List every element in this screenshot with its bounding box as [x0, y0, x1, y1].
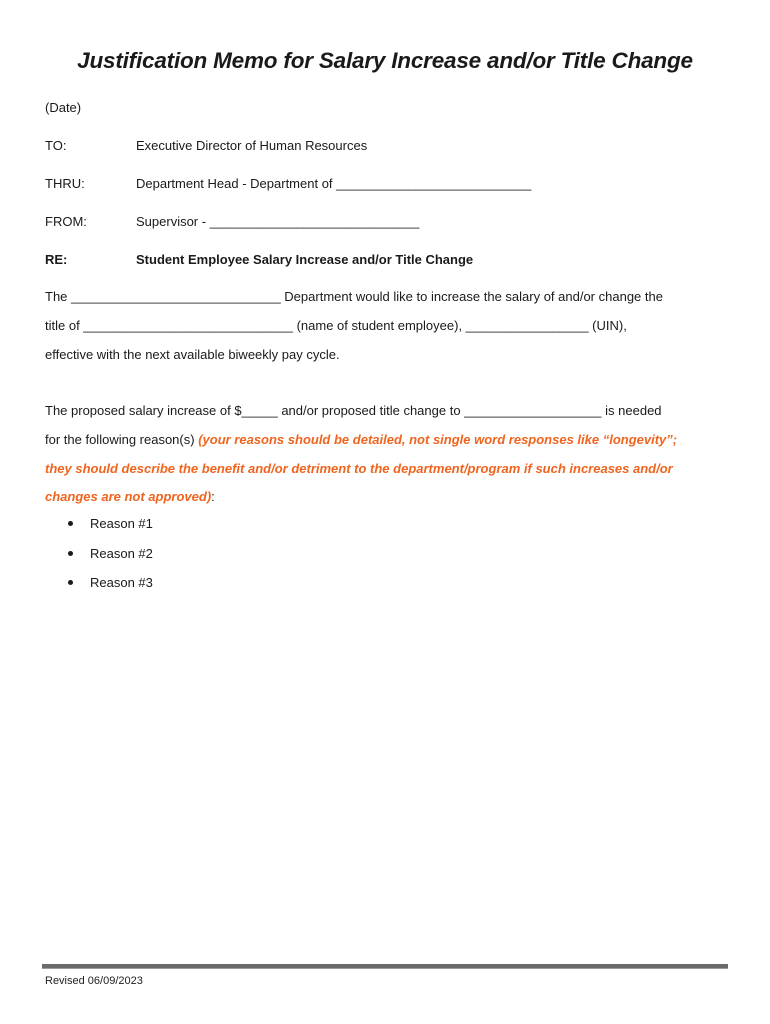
footer-divider: [42, 964, 728, 969]
paragraph2-line1: The proposed salary increase of $_____ and/or proposed title change to ___________________ is needed: [45, 403, 662, 418]
re-label: RE:: [45, 252, 68, 267]
paragraph1-line3: effective with the next available biweekly pay cycle.: [45, 347, 340, 362]
page-title: Justification Memo for Salary Increase and/or Title Change: [77, 48, 693, 73]
reason-2: Reason #2: [90, 545, 153, 561]
reason-1: Reason #1: [90, 516, 153, 531]
paragraph2-line4: [45, 489, 215, 504]
revision-date: Revised 06/09/2023: [45, 975, 143, 987]
list-item: [66, 546, 153, 576]
reasons-colon: :: [211, 489, 215, 504]
instruction-text-part2: they should describe the benefit and/or detriment to the department/program if such increases and/or: [45, 461, 673, 476]
re-value: Student Employee Salary Increase and/or Title Change: [136, 252, 474, 267]
list-item: [66, 575, 153, 605]
to-label: TO:: [45, 138, 67, 153]
bullet-icon: [68, 551, 73, 556]
from-value: Supervisor - _____________________________: [136, 214, 420, 229]
paragraph2-line2: [45, 432, 677, 447]
bullet-icon: [68, 521, 73, 526]
thru-value: Department Head - Department of ___________________________: [136, 176, 532, 191]
thru-label: THRU:: [45, 176, 85, 191]
from-label: FROM:: [45, 214, 87, 229]
reason-3: Reason #3: [90, 575, 153, 590]
paragraph1-line2: title of _____________________________ (name of student employee), _________________ (UIN),: [45, 318, 627, 333]
reasons-intro: for the following reason(s): [45, 432, 199, 447]
list-item: [66, 516, 153, 546]
to-value: Executive Director of Human Resources: [136, 138, 368, 153]
instruction-text-part3: changes are not approved): [45, 489, 212, 504]
reason-list: [66, 516, 153, 605]
bullet-icon: [68, 580, 73, 585]
paragraph1-line1: The _____________________________ Department would like to increase the salary of and/or change the: [45, 289, 663, 304]
date-placeholder: (Date): [45, 100, 82, 115]
instruction-text-part1: (your reasons should be detailed, not single word responses like “longevity”;: [198, 432, 678, 447]
